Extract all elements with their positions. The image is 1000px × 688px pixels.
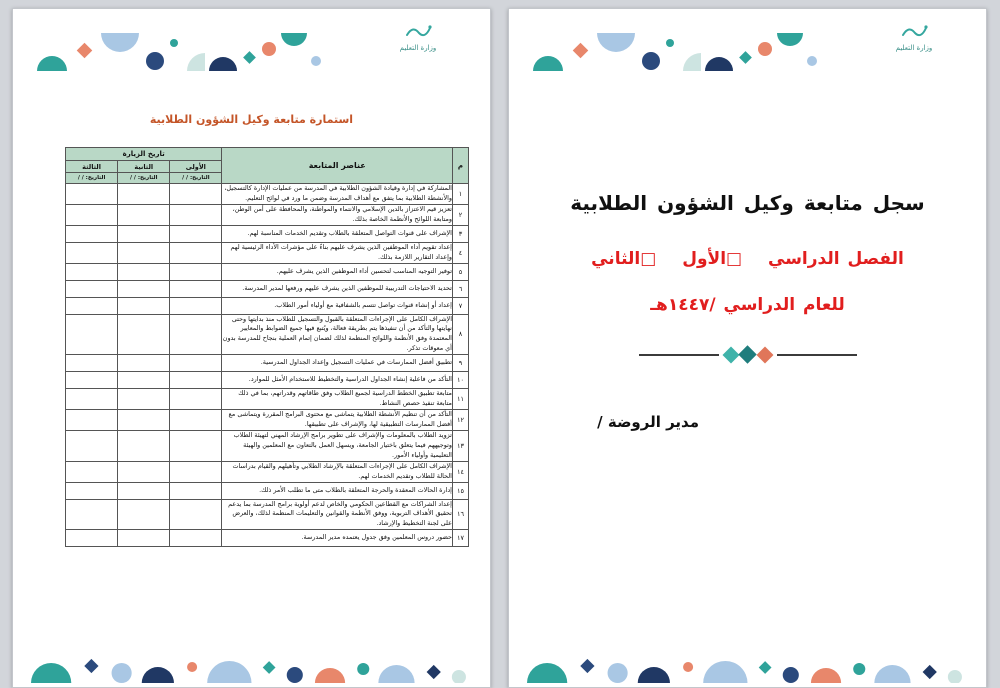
row-visit-cell-1	[170, 225, 222, 242]
ministry-logo-text: وزارة التعليم	[895, 44, 933, 52]
row-visit-cell-2	[118, 280, 170, 297]
row-number: ٢	[452, 204, 468, 225]
row-visit-cell-3	[66, 204, 118, 225]
table-row	[66, 530, 469, 547]
table-row	[66, 204, 469, 225]
document-page-form	[12, 8, 491, 688]
follow-up-table	[65, 147, 469, 547]
row-number: ١٧	[452, 530, 468, 547]
ministry-logo-icon	[403, 23, 433, 39]
row-element-text: المشاركة في إدارة وقيادة الشؤون الطلابية في المدرسة من عمليات الإدارة كالتسجيل، والأنشطة الطلابية بما يتفق مع أهداف المدرسة وضمن ما ورد في لوائح التعليم.	[222, 184, 453, 205]
row-number: ١١	[452, 389, 468, 410]
table-row	[66, 355, 469, 372]
row-visit-cell-2	[118, 482, 170, 499]
row-visit-cell-3	[66, 314, 118, 355]
row-number: ٣	[452, 225, 468, 242]
row-visit-cell-2	[118, 225, 170, 242]
row-element-text: تطبيق أفضل الممارسات في عمليات التسجيل وإعداد الجداول المدرسية.	[222, 355, 453, 372]
semester-option-second: □الثاني	[591, 249, 657, 269]
row-element-text: إدارة الحالات المعقدة والحرجة المتعلقة بالطلاب متى ما تطلب الأمر ذلك.	[222, 482, 453, 499]
table-row	[66, 430, 469, 461]
table-row	[66, 263, 469, 280]
row-visit-cell-1	[170, 314, 222, 355]
row-visit-cell-1	[170, 461, 222, 482]
row-visit-cell-2	[118, 242, 170, 263]
divider-line-right	[639, 354, 719, 356]
form-title: استمارة متابعة وكيل الشؤون الطلابية	[149, 113, 354, 126]
row-element-text: التأكد من أن تنظيم الأنشطة الطلابية يتماشى مع محتوى البرامج المقررة ويتماشى مع أفضل الممارسات التطبيقية لها، والإشراف على تطبيقها.	[222, 410, 453, 431]
row-visit-cell-1	[170, 372, 222, 389]
row-element-text: تحديد الاحتياجات التدريبية للموظفين الذين يشرف عليهم ورفعها لمدير المدرسة.	[222, 280, 453, 297]
row-visit-cell-3	[66, 297, 118, 314]
divider-diamonds-icon	[719, 345, 777, 365]
row-visit-cell-3	[66, 280, 118, 297]
table-row	[66, 372, 469, 389]
follow-up-table-wrap	[65, 147, 469, 547]
row-element-text: الإشراف الكامل على الإجراءات المتعلقة بالقبول والتسجيل للطلاب منذ بدايتها وحتى نهايتها والتأكد من أن تنفيذها يتم بطريقة فعالة، ويُتبع فيها جميع الضوابط والمعايير المعتمدة وفق الأنظمة واللوائح المنظمة لذلك لضمان إتمام العملية بنجاح للمدرسة بدون أي معوقات تذكر.	[222, 314, 453, 355]
row-number: ٥	[452, 263, 468, 280]
row-visit-cell-3	[66, 242, 118, 263]
col-header-visit-2: الثانية	[118, 161, 170, 173]
row-number: ١٦	[452, 499, 468, 530]
ministry-logo-icon	[899, 23, 929, 39]
row-number: ١٥	[452, 482, 468, 499]
table-row	[66, 499, 469, 530]
row-number: ١٣	[452, 430, 468, 461]
row-visit-cell-2	[118, 530, 170, 547]
row-element-text: تعزيز قيم الاعتزاز بالدين الإسلامي والانتماء والمواطنة، والمحافظة على أمن الوطن، ومتابعة اللوائح والأنظمة الخاصة بذلك.	[222, 204, 453, 225]
row-element-text: إعداد الشراكات مع القطاعين الحكومي والخاص لدعم أولوية برامج المدرسة بما يدعم تحقيق الأهداف التربوية، ووفق الأنظمة والقوانين والتعليمات المنظمة لذلك، والعرض على لجنة التخطيط والإرشاد.	[222, 499, 453, 530]
ministry-logo-text: وزارة التعليم	[399, 44, 437, 52]
row-visit-cell-1	[170, 499, 222, 530]
table-row	[66, 184, 469, 205]
row-visit-cell-1	[170, 263, 222, 280]
row-visit-cell-2	[118, 410, 170, 431]
col-header-elements: عناصر المتابعة	[222, 148, 453, 184]
date-placeholder-1: التاريخ: / /	[170, 173, 222, 184]
row-element-text: الإشراف الكامل على الإجراءات المتعلقة بالإرشاد الطلابي وتأهيلهم والقيام بدراسات الحالة للطلاب وتقديم الخدمات لهم.	[222, 461, 453, 482]
row-visit-cell-1	[170, 482, 222, 499]
row-number: ٩	[452, 355, 468, 372]
divider-line-left	[777, 354, 857, 356]
row-element-text: توفير التوجيه المناسب لتحسين أداء الموظفين الذين يشرف عليهم.	[222, 263, 453, 280]
row-visit-cell-2	[118, 430, 170, 461]
table-row	[66, 280, 469, 297]
row-visit-cell-3	[66, 530, 118, 547]
row-visit-cell-3	[66, 461, 118, 482]
table-row	[66, 410, 469, 431]
decorative-shapes-band-top	[31, 31, 331, 87]
row-element-text: متابعة تطبيق الخطط الدراسية لجميع الطلاب وفق طاقاتهم وقدراتهم، بما في ذلك متابعة تنفيذ حصص النشاط.	[222, 389, 453, 410]
table-row	[66, 389, 469, 410]
col-header-number: م	[452, 148, 468, 184]
row-visit-cell-3	[66, 482, 118, 499]
row-visit-cell-1	[170, 530, 222, 547]
row-number: ٨	[452, 314, 468, 355]
row-number: ٦	[452, 280, 468, 297]
director-signature-line: مدير الروضة /	[597, 413, 699, 431]
col-header-visit-1: الأولى	[170, 161, 222, 173]
row-visit-cell-1	[170, 389, 222, 410]
row-element-text: تزويد الطلاب بالمعلومات والإشراف على تطوير برامج الإرشاد المهني لتهيئة الطلاب وتوجيههم فيما يتعلق باختيار الجامعة، ويسهل العمل بالتعاون مع المعلمين والهيئة التعليمية وأولياء الأمور.	[222, 430, 453, 461]
col-header-visit-date: تاريخ الزيارة	[66, 148, 222, 161]
row-element-text: الإشراف على قنوات التواصل المتعلقة بالطلاب وتقديم الخدمات المناسبة لهم.	[222, 225, 453, 242]
row-element-text: التأكد من فاعلية إنشاء الجداول الدراسية والتخطيط للاستخدام الأمثل للموارد.	[222, 372, 453, 389]
semester-option-first: □الأول	[682, 249, 743, 269]
row-visit-cell-3	[66, 225, 118, 242]
row-visit-cell-1	[170, 430, 222, 461]
row-visit-cell-3	[66, 410, 118, 431]
row-number: ١٢	[452, 410, 468, 431]
cover-title: سجل متابعة وكيل الشؤون الطلابية	[570, 191, 925, 215]
table-row	[66, 482, 469, 499]
row-visit-cell-1	[170, 297, 222, 314]
ministry-logo	[380, 23, 456, 52]
decorative-shapes-band-top	[527, 31, 827, 87]
decorative-divider	[639, 345, 857, 365]
row-visit-cell-2	[118, 389, 170, 410]
row-visit-cell-3	[66, 372, 118, 389]
decorative-shapes-band-bottom	[31, 633, 474, 683]
row-visit-cell-1	[170, 242, 222, 263]
date-placeholder-2: التاريخ: / /	[118, 173, 170, 184]
row-element-text: حضور دروس المعلمين وفق جدول يعتمده مدير المدرسة.	[222, 530, 453, 547]
semester-label: الفصل الدراسي	[768, 249, 904, 269]
date-placeholder-3: التاريخ: / /	[66, 173, 118, 184]
row-visit-cell-1	[170, 184, 222, 205]
row-visit-cell-1	[170, 410, 222, 431]
row-visit-cell-2	[118, 204, 170, 225]
row-visit-cell-3	[66, 389, 118, 410]
row-visit-cell-1	[170, 280, 222, 297]
table-row	[66, 297, 469, 314]
row-visit-cell-2	[118, 184, 170, 205]
row-visit-cell-3	[66, 430, 118, 461]
row-number: ٧	[452, 297, 468, 314]
row-visit-cell-3	[66, 263, 118, 280]
table-row	[66, 314, 469, 355]
row-visit-cell-3	[66, 184, 118, 205]
row-number: ١٠	[452, 372, 468, 389]
table-row	[66, 225, 469, 242]
row-element-text: إعداد أو إنشاء قنوات تواصل تتسم بالشفافية مع أولياء أمور الطلاب.	[222, 297, 453, 314]
row-visit-cell-2	[118, 499, 170, 530]
table-row	[66, 242, 469, 263]
table-row	[66, 461, 469, 482]
row-number: ١٤	[452, 461, 468, 482]
row-visit-cell-2	[118, 314, 170, 355]
semester-line	[509, 249, 986, 269]
decorative-shapes-band-bottom	[527, 633, 970, 683]
document-page-cover	[508, 8, 987, 688]
ministry-logo	[876, 23, 952, 52]
academic-year-line: للعام الدراسي /١٤٤٧هـ	[650, 295, 845, 315]
row-visit-cell-2	[118, 372, 170, 389]
row-visit-cell-1	[170, 204, 222, 225]
row-number: ١	[452, 184, 468, 205]
col-header-visit-3: الثالثة	[66, 161, 118, 173]
row-visit-cell-2	[118, 355, 170, 372]
row-number: ٤	[452, 242, 468, 263]
row-visit-cell-1	[170, 355, 222, 372]
row-element-text: إعداد تقويم أداء الموظفين الذين يشرف عليهم بناءً على مؤشرات الأداء الرئيسية لهم وإعداد التقارير اللازمة بذلك.	[222, 242, 453, 263]
row-visit-cell-3	[66, 355, 118, 372]
row-visit-cell-3	[66, 499, 118, 530]
row-visit-cell-2	[118, 263, 170, 280]
row-visit-cell-2	[118, 297, 170, 314]
row-visit-cell-2	[118, 461, 170, 482]
